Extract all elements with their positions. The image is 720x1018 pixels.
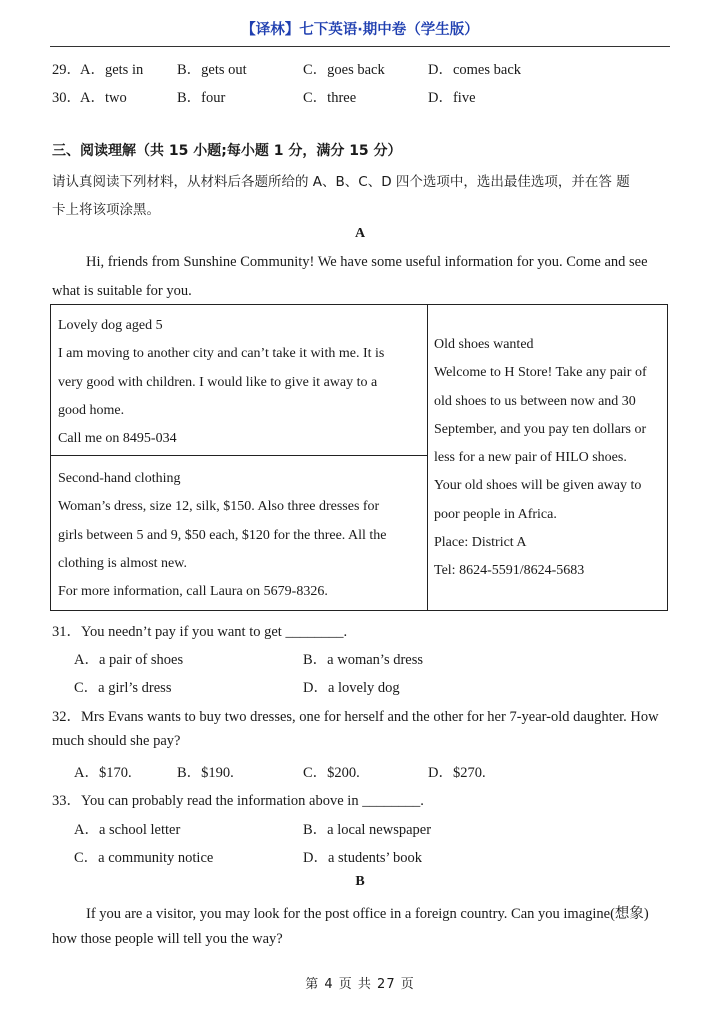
ad-lovely-dog [58,312,384,453]
ad-shoes-line: September, and you pay ten dollars or [434,421,647,437]
ad-old-shoes-wanted [434,331,647,586]
question-32-option-d: D．$270. [428,765,486,781]
ad-clothing-line: Second-hand clothing [58,471,181,486]
table-vertical-divider [427,305,428,610]
document-header-title: 【译林】七下英语·期中卷（学生版） [241,22,479,38]
ad-shoes-line: Place: District A [434,535,527,551]
passage-b-line-1: If you are a visitor, you may look for the post office in a foreign country. Can you imagine(想象) [86,906,649,922]
question-31-option-a: A．a pair of shoes [74,652,184,668]
ad-dog-line: Lovely dog aged 5 [58,318,163,333]
ad-clothing-line: For more information, call Laura on 5679-8326. [58,584,328,600]
question-30-option-a: A．two [80,90,127,106]
question-29-option-a: A．gets in [80,62,144,78]
question-31-option-b: B．a woman’s dress [303,652,424,668]
question-33-option-c: C．a community notice [74,850,214,866]
ad-dog-line: very good with children. I would like to give it away to a [58,374,378,390]
ad-dog-line: I am moving to another city and can’t take it with me. It is [58,346,385,362]
question-31-option-c: C．a girl’s dress [74,680,172,696]
section-instruction-line-1: 请认真阅读下列材料，从材料后各题所给的 A、B、C、D 四个选项中，选出最佳选项，并在答 题 [52,174,630,190]
question-32-stem-line-2: much should she pay? [52,733,181,749]
passage-a-intro-line-1: Hi, friends from Sunshine Community! We have some useful information for you. Come and see [86,254,648,270]
question-33-option-b: B．a local newspaper [303,822,432,838]
question-30-option-b: B．four [177,90,226,106]
section-instruction-line-2: 卡上将该项涂黑。 [52,202,160,218]
question-32-stem-line-1: 32．Mrs Evans wants to buy two dresses, one for herself and the other for her 7-year-old daughter. How [52,709,659,725]
question-29-option-b: B．gets out [177,62,247,78]
ad-dog-line: good home. [58,402,125,418]
ad-shoes-line: old shoes to us between now and 30 [434,393,636,409]
notice-table [50,304,668,611]
passage-a-label: A [354,226,366,241]
ad-shoes-line: less for a new pair of HILO shoes. [434,450,627,466]
ad-clothing-line: girls between 5 and 9, $50 each, $120 for the three. All the [58,527,387,543]
question-30-number: 30． [52,90,81,106]
ad-shoes-line: Old shoes wanted [434,337,534,352]
table-horizontal-divider [51,455,427,456]
passage-a-intro-line-2: what is suitable for you. [52,283,192,299]
ad-shoes-line: poor people in Africa. [434,506,557,522]
question-32-option-c: C．$200. [303,765,360,781]
header-divider [50,46,670,47]
ad-clothing-line: clothing is almost new. [58,555,187,571]
question-31-option-d: D．a lovely dog [303,680,400,696]
question-31-stem: 31．You needn’t pay if you want to get ________. [52,624,348,640]
question-32-option-a: A．$170. [74,765,132,781]
question-30-option-d: D．five [428,90,476,106]
section-heading: 三、阅读理解（共 15 小题;每小题 1 分，满分 15 分） [52,143,402,159]
question-33-stem: 33．You can probably read the information above in ________. [52,793,424,809]
question-33-option-d: D．a students’ book [303,850,422,866]
ad-shoes-line: Your old shoes will be given away to [434,478,642,494]
question-29-option-c: C．goes back [303,62,385,78]
passage-b-label: B [355,874,365,889]
passage-b-line-2: how those people will tell you the way? [52,931,283,947]
page-number-footer: 第 4 页 共 27 页 [305,977,415,992]
question-32-option-b: B．$190. [177,765,234,781]
ad-shoes-line: Tel: 8624-5591/8624-5683 [434,563,585,579]
question-29-option-d: D．comes back [428,62,522,78]
ad-clothing-line: Woman’s dress, size 12, silk, $150. Also three dresses for [58,499,380,515]
question-30-option-c: C．three [303,90,357,106]
ad-second-hand-clothing [58,465,387,606]
ad-dog-line: Call me on 8495-034 [58,431,177,447]
question-29-number: 29． [52,62,81,78]
question-33-option-a: A．a school letter [74,822,181,838]
ad-shoes-line: Welcome to H Store! Take any pair of [434,365,647,381]
